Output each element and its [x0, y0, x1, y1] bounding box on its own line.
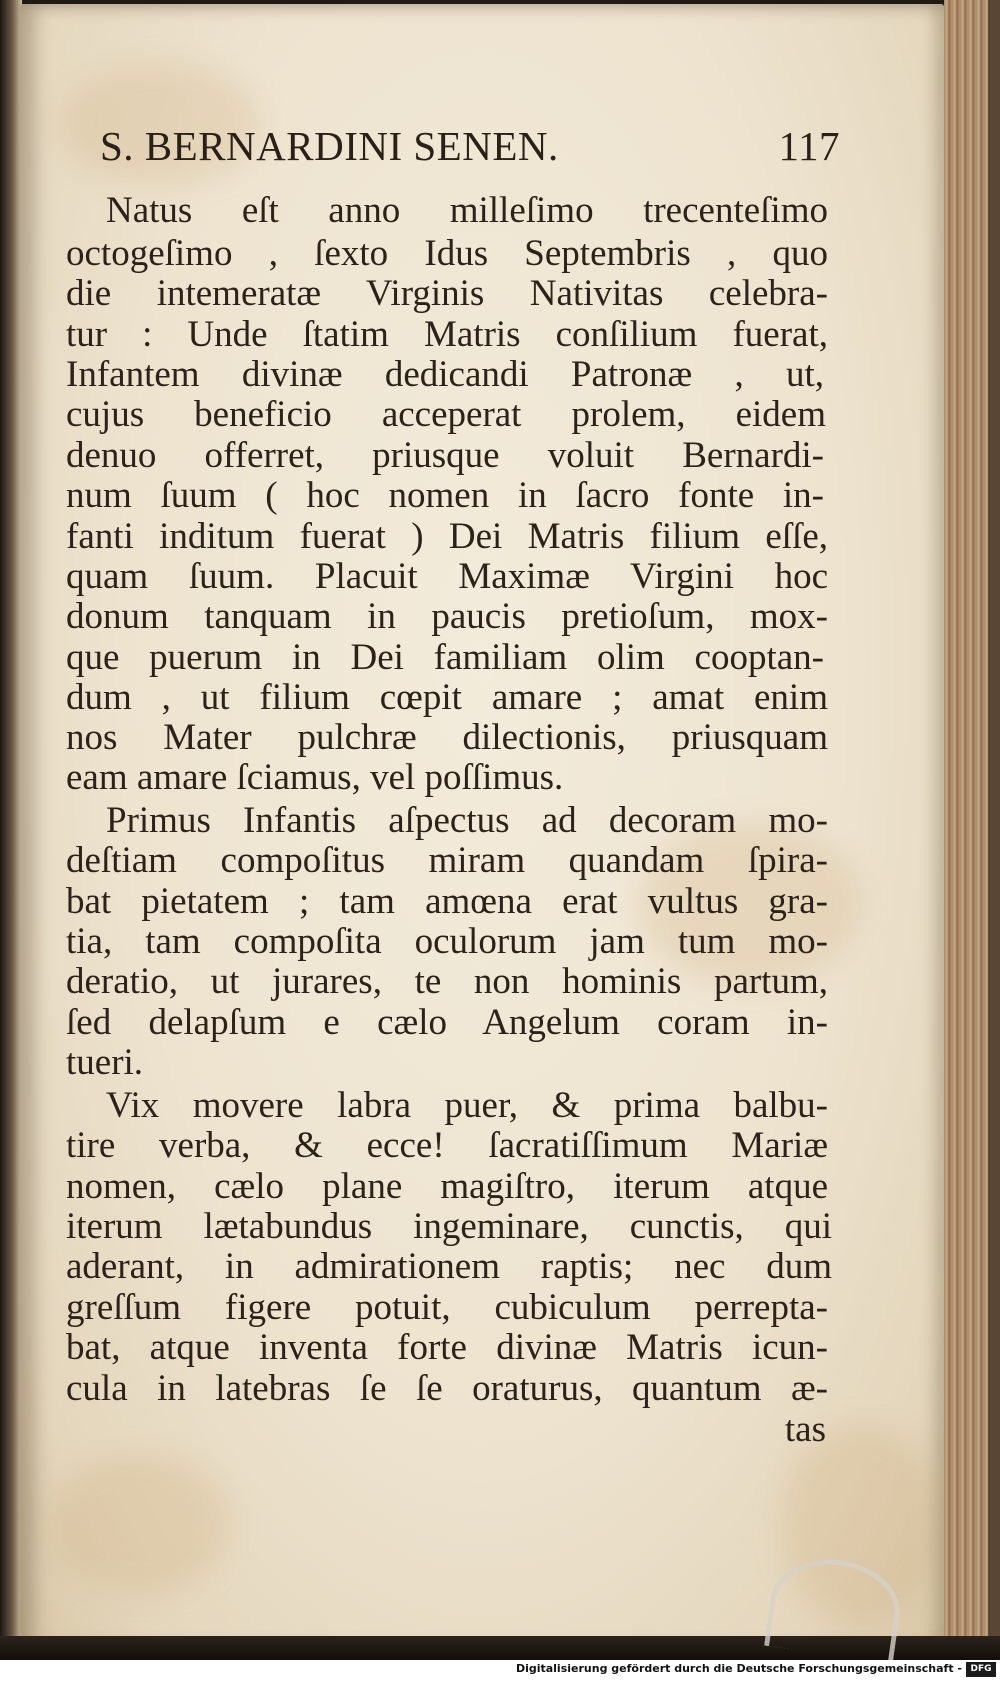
text-line: die intemeratæ Virginis Nativitas celebra- [66, 273, 828, 314]
book-gutter [0, 0, 22, 1660]
text-line: nos Mater pulchræ dilectionis, priusquam [66, 717, 828, 758]
text-line: octogeſimo , ſexto Idus Septembris , quo [66, 233, 828, 274]
text-line: bat pietatem ; tam amœna erat vultus gra- [66, 881, 828, 922]
running-head-title: S. BERNARDINI SENEN. [100, 123, 559, 169]
funding-credit: Digitalisierung gefördert durch die Deutsche Forschungsgemeinschaft - [515, 1662, 962, 1675]
text-line: deratio, ut jurares, te non hominis partum, [66, 961, 828, 1002]
text-line: nomen, cælo plane magiſtro, iterum atque [66, 1166, 828, 1207]
text-line: Natus eſt anno milleſimo trecenteſimo [106, 190, 828, 231]
text-line: tur : Unde ſtatim Matris conſilium fuerat, [66, 314, 828, 355]
text-line: Primus Infantis aſpectus ad decoram mo- [106, 800, 828, 841]
text-line: Vix movere labra puer, & prima balbu- [106, 1085, 828, 1126]
text-line: cujus beneficio acceperat prolem, eidem [66, 394, 826, 435]
paper-stain [50, 1454, 230, 1594]
dfg-logo: DFG [966, 1662, 996, 1677]
book-cover-edge [988, 0, 1000, 1660]
book-page [20, 4, 944, 1650]
text-line: aderant, in admirationem raptis; nec dum [66, 1246, 832, 1287]
text-line: bat, atque inventa forte divinæ Matris icun- [66, 1327, 828, 1368]
text-line: cula in latebras ſe ſe oraturus, quantum æ- [66, 1368, 828, 1409]
text-line: tueri. [66, 1042, 144, 1083]
text-line: iterum lætabundus ingeminare, cunctis, qui [66, 1206, 832, 1247]
text-line: Infantem divinæ dedicandi Patronæ , ut, [66, 354, 824, 395]
text-line: denuo offerret, priusque voluit Bernardi- [66, 435, 824, 476]
text-line: quam ſuum. Placuit Maximæ Virgini hoc [66, 556, 828, 597]
text-line: greſſum figere potuit, cubiculum perrepta- [66, 1287, 828, 1328]
catchword: tas [784, 1409, 826, 1450]
text-line: num ſuum ( hoc nomen in ſacro fonte in- [66, 475, 824, 516]
text-line: tire verba, & ecce! ſacratiſſimum Mariæ [66, 1125, 828, 1166]
text-line: dum , ut filium cœpit amare ; amat enim [66, 677, 828, 718]
text-line: eam amare ſciamus, vel poſſimus. [66, 757, 564, 798]
footer-bar [0, 1660, 1000, 1682]
text-line: deſtiam compoſitus miram quandam ſpira- [66, 840, 828, 881]
page-number: 117 [778, 123, 840, 169]
text-line: que puerum in Dei familiam olim cooptan- [66, 637, 824, 678]
text-line: tia, tam compoſita oculorum jam tum mo- [66, 921, 828, 962]
text-line: ſed delapſum e cælo Angelum coram in- [66, 1002, 828, 1043]
text-line: donum tanquam in paucis pretioſum, mox- [66, 596, 828, 637]
running-header [100, 122, 840, 182]
text-line: fanti inditum fuerat ) Dei Matris filium eſſe, [66, 516, 828, 557]
